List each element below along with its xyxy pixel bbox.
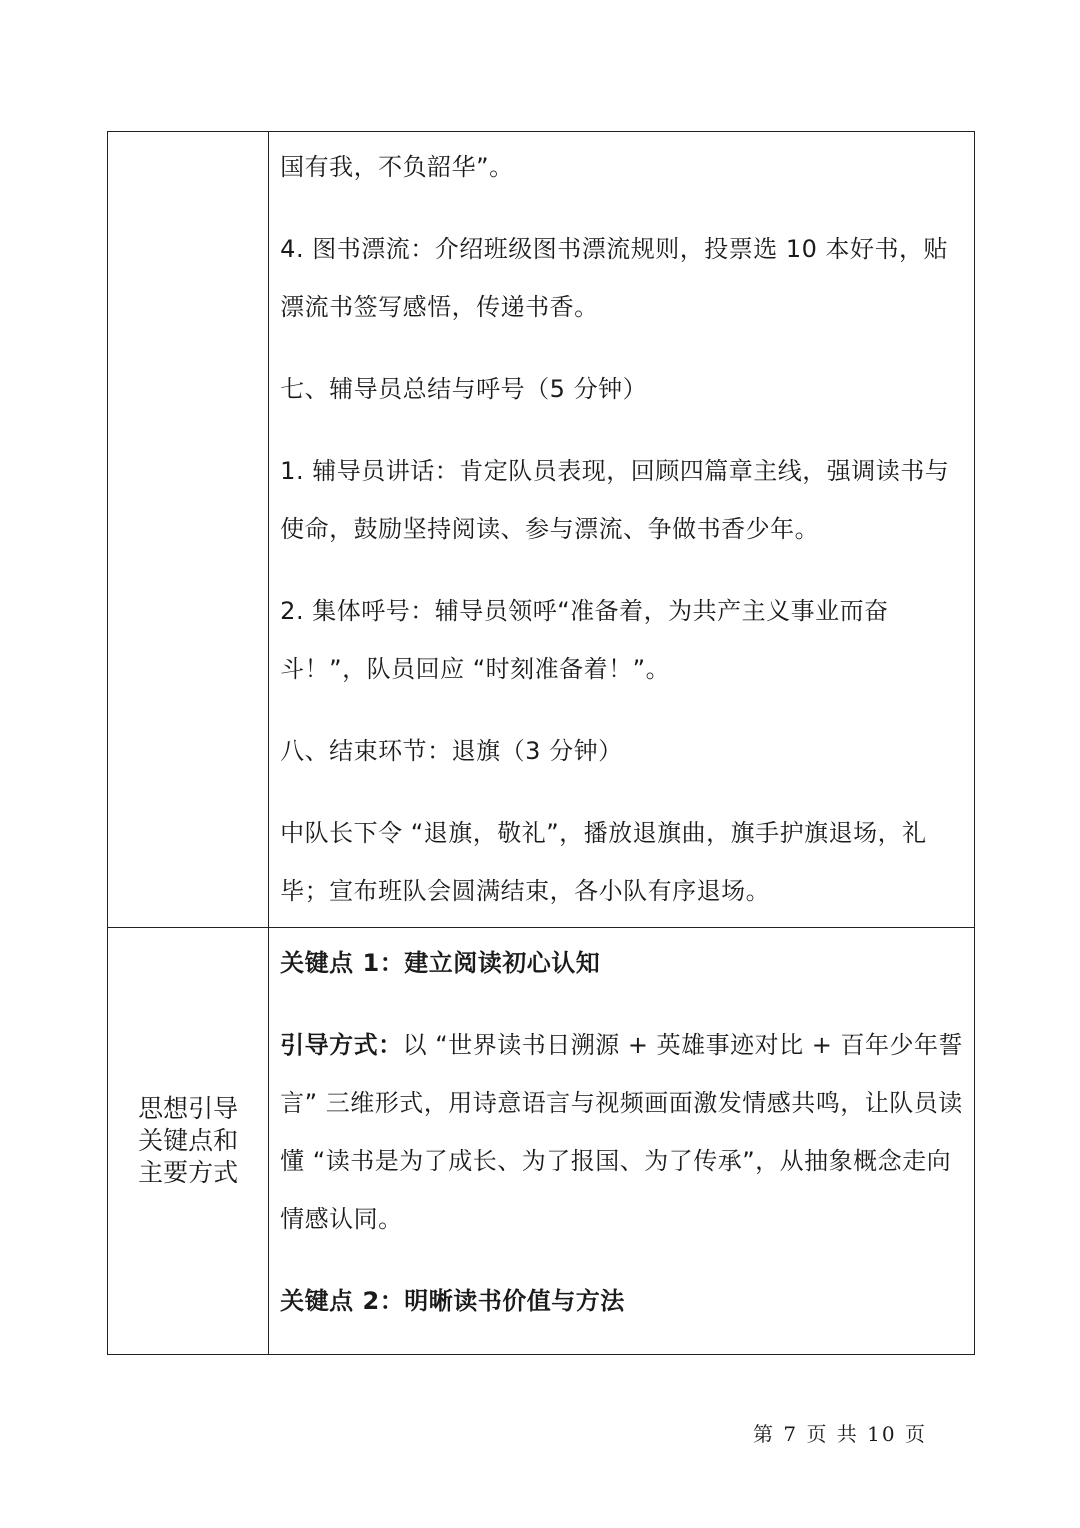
row-label: 思想引导关键点和主要方式 [138, 1094, 239, 1187]
key-point-2-title: 关键点 2：明晰读书价值与方法 [280, 1287, 625, 1315]
paragraph: 4. 图书漂流：介绍班级图书漂流规则，投票选 10 本好书，贴漂流书签写感悟，传递书香。 [280, 235, 948, 321]
paragraph: 国有我，不负韶华”。 [280, 153, 514, 181]
document-table [107, 131, 975, 1355]
paragraph: 1. 辅导员讲话：肯定队员表现，回顾四篇章主线，强调读书与使命，鼓励坚持阅读、参与漂流、争做书香少年。 [280, 457, 950, 543]
table-row [108, 132, 975, 928]
table-row [108, 928, 975, 1355]
row1-left-cell [108, 132, 269, 928]
row2-content-cell [269, 928, 975, 1355]
row2-left-cell [108, 928, 269, 1355]
section-heading: 八、结束环节：退旗（3 分钟） [280, 737, 623, 765]
paragraph: 2. 集体呼号：辅导员领呼“准备着，为共产主义事业而奋斗！”，队员回应 “时刻准备着！”。 [280, 597, 889, 683]
page-footer [0, 1418, 1080, 1447]
guide-paragraph [280, 1016, 966, 1248]
section-heading: 七、辅导员总结与呼号（5 分钟） [280, 375, 648, 403]
row1-content-cell [269, 132, 975, 928]
key-point-1-title: 关键点 1：建立阅读初心认知 [280, 949, 601, 977]
paragraph: 中队长下令 “退旗，敬礼”，播放退旗曲，旗手护旗退场，礼毕；宣布班队会圆满结束，各小队有序退场。 [280, 819, 927, 905]
guide-text: 以 “世界读书日溯源 + 英雄事迹对比 + 百年少年誓言” 三维形式，用诗意语言与视频画面激发情感共鸣，让队员读懂 “读书是为了成长、为了报国、为了传承”，从抽象概念走向情感认同。 [280, 1031, 963, 1233]
page-number: 第 7 页 共 10 页 [753, 1422, 927, 1446]
guide-label: 引导方式： [280, 1031, 403, 1059]
